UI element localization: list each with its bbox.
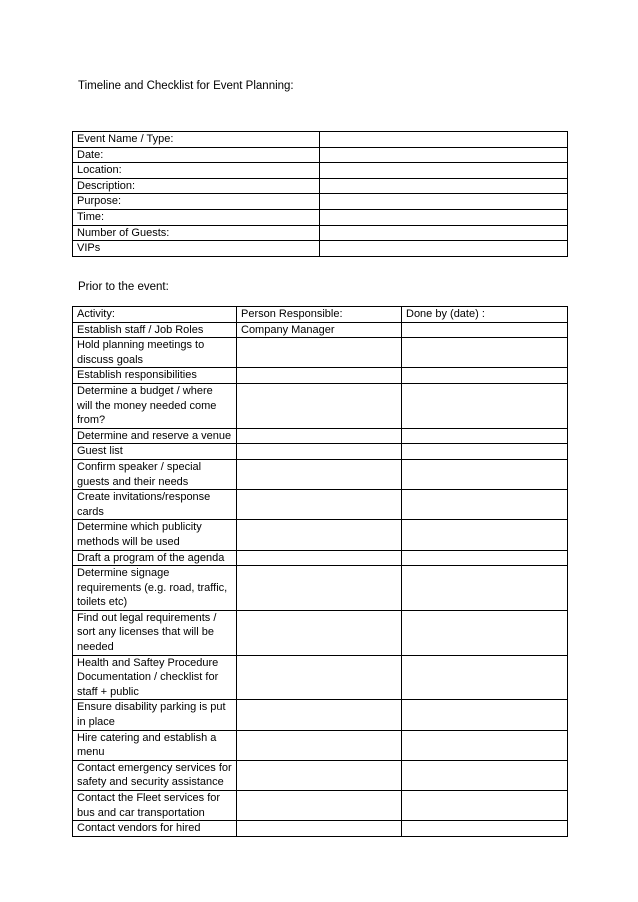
activity-text-line: Guest list: [77, 445, 123, 458]
activity-text-line: Determine signage: [77, 567, 170, 580]
done-by-date-cell[interactable]: [402, 368, 568, 384]
checklist-row: [73, 821, 568, 837]
checklist-row: [73, 368, 568, 384]
activity-cell: [73, 322, 237, 338]
activity-cell: [73, 459, 237, 489]
activity-cell: [73, 550, 237, 566]
done-by-date-cell[interactable]: [402, 383, 568, 428]
person-responsible-cell[interactable]: [237, 550, 402, 566]
activity-cell: [73, 520, 237, 550]
event-info-row: [73, 147, 568, 163]
person-responsible-cell[interactable]: [237, 383, 402, 428]
event-info-value[interactable]: [320, 209, 568, 225]
header-activity: Activity:: [73, 307, 237, 323]
done-by-date-cell[interactable]: [402, 459, 568, 489]
activity-text-line: Contact vendors for hired: [77, 822, 201, 835]
event-info-value[interactable]: [320, 147, 568, 163]
activity-cell: [73, 566, 237, 611]
event-info-row: [73, 163, 568, 179]
activity-cell: [73, 760, 237, 790]
checklist-row: [73, 383, 568, 428]
checklist-row: [73, 791, 568, 821]
event-info-label: Date:: [73, 147, 320, 163]
checklist-row: [73, 760, 568, 790]
person-responsible-cell[interactable]: [237, 566, 402, 611]
activity-text-line: in place: [77, 716, 115, 729]
activity-text-line: sort any licenses that will be: [77, 626, 214, 639]
activity-text-line: from?: [77, 414, 106, 427]
done-by-date-cell[interactable]: [402, 760, 568, 790]
prior-section-label: Prior to the event:: [78, 281, 169, 293]
activity-text-line: Establish responsibilities: [77, 369, 197, 382]
activity-text-line: methods will be used: [77, 535, 180, 548]
event-info-value[interactable]: [320, 163, 568, 179]
activity-cell: [73, 338, 237, 368]
event-info-value[interactable]: [320, 225, 568, 241]
checklist-row: [73, 700, 568, 730]
done-by-date-cell[interactable]: [402, 520, 568, 550]
activity-cell: [73, 368, 237, 384]
activity-text-line: requirements (e.g. road, traffic,: [77, 581, 228, 594]
event-info-label: Event Name / Type:: [73, 132, 320, 148]
person-responsible-cell[interactable]: [237, 428, 402, 444]
person-responsible-cell[interactable]: [237, 610, 402, 655]
event-info-label: Number of Guests:: [73, 225, 320, 241]
event-info-label: Description:: [73, 178, 320, 194]
activity-text-line: menu: [77, 746, 105, 759]
activity-text-line: Determine a budget / where: [77, 384, 213, 397]
checklist-row: [73, 322, 568, 338]
person-responsible-cell[interactable]: [237, 791, 402, 821]
done-by-date-cell[interactable]: [402, 550, 568, 566]
done-by-date-cell[interactable]: [402, 322, 568, 338]
activity-cell: [73, 655, 237, 700]
checklist-row: [73, 610, 568, 655]
event-info-row: [73, 209, 568, 225]
event-info-label: VIPs: [73, 241, 320, 257]
activity-text-line: will the money needed come: [77, 399, 217, 412]
event-info-value[interactable]: [320, 178, 568, 194]
checklist-row: [73, 730, 568, 760]
activity-cell: [73, 428, 237, 444]
header-done-by: Done by (date) :: [402, 307, 568, 323]
event-info-table: [72, 131, 568, 257]
person-responsible-cell[interactable]: [237, 760, 402, 790]
person-responsible-cell[interactable]: [237, 520, 402, 550]
person-responsible-cell[interactable]: [237, 700, 402, 730]
activity-cell: [73, 610, 237, 655]
person-responsible-cell[interactable]: [237, 655, 402, 700]
activity-text-line: Hire catering and establish a: [77, 731, 217, 744]
person-responsible-cell[interactable]: [237, 338, 402, 368]
activity-text-line: bus and car transportation: [77, 806, 205, 819]
activity-text-line: Health and Saftey Procedure: [77, 656, 219, 669]
activity-text-line: needed: [77, 641, 114, 654]
activity-cell: [73, 791, 237, 821]
activity-text-line: Create invitations/response: [77, 491, 211, 504]
activity-cell: [73, 821, 237, 837]
checklist-header-row: [73, 307, 568, 323]
event-info-label: Purpose:: [73, 194, 320, 210]
person-responsible-cell[interactable]: [237, 821, 402, 837]
done-by-date-cell[interactable]: [402, 700, 568, 730]
person-responsible-cell[interactable]: [237, 368, 402, 384]
done-by-date-cell[interactable]: [402, 655, 568, 700]
activity-text-line: cards: [77, 505, 104, 518]
person-responsible-cell[interactable]: [237, 459, 402, 489]
event-info-row: [73, 132, 568, 148]
activity-text-line: Documentation / checklist for: [77, 671, 219, 684]
activity-text-line: Determine and reserve a venue: [77, 429, 232, 442]
activity-cell: [73, 383, 237, 428]
person-responsible-cell[interactable]: Company Manager: [237, 322, 402, 338]
activity-text-line: Confirm speaker / special: [77, 460, 202, 473]
event-info-value[interactable]: [320, 194, 568, 210]
person-responsible-cell[interactable]: [237, 444, 402, 460]
checklist-row: [73, 490, 568, 520]
done-by-date-cell[interactable]: [402, 821, 568, 837]
event-info-label: Location:: [73, 163, 320, 179]
activity-text-line: Hold planning meetings to: [77, 339, 205, 352]
done-by-date-cell[interactable]: [402, 428, 568, 444]
checklist-row: [73, 444, 568, 460]
activity-text-line: Contact the Fleet services for: [77, 792, 221, 804]
checklist-row: [73, 520, 568, 550]
done-by-date-cell[interactable]: [402, 730, 568, 760]
event-info-row: [73, 225, 568, 241]
activity-text-line: Ensure disability parking is put: [77, 701, 226, 714]
person-responsible-cell[interactable]: [237, 490, 402, 520]
checklist-row: [73, 566, 568, 611]
done-by-date-cell[interactable]: [402, 610, 568, 655]
activity-cell: [73, 700, 237, 730]
document-title: Timeline and Checklist for Event Planning:: [78, 80, 294, 92]
activity-text-line: Draft a program of the agenda: [77, 551, 225, 564]
done-by-date-cell[interactable]: [402, 444, 568, 460]
checklist-row: [73, 550, 568, 566]
activity-text-line: guests and their needs: [77, 475, 189, 488]
activity-text-line: Determine which publicity: [77, 521, 202, 534]
activity-text-line: discuss goals: [77, 353, 144, 366]
activity-text-line: safety and security assistance: [77, 776, 224, 789]
done-by-date-cell[interactable]: [402, 338, 568, 368]
done-by-date-cell[interactable]: [402, 490, 568, 520]
event-info-row: [73, 178, 568, 194]
activity-text-line: toilets etc): [77, 596, 128, 609]
header-person-responsible: Person Responsible:: [237, 307, 402, 323]
checklist-table: [72, 306, 568, 837]
checklist-row: [73, 338, 568, 368]
checklist-row: [73, 459, 568, 489]
person-responsible-cell[interactable]: [237, 730, 402, 760]
done-by-date-cell[interactable]: [402, 566, 568, 611]
activity-text-line: Establish staff / Job Roles: [77, 323, 204, 336]
activity-text-line: Find out legal requirements /: [77, 611, 217, 624]
activity-text-line: staff + public: [77, 685, 139, 698]
event-info-value[interactable]: [320, 241, 568, 257]
activity-cell: [73, 444, 237, 460]
activity-text-line: Contact emergency services for: [77, 761, 232, 774]
event-info-row: [73, 241, 568, 257]
checklist-row: [73, 655, 568, 700]
activity-cell: [73, 730, 237, 760]
event-info-value[interactable]: [320, 132, 568, 148]
event-info-row: [73, 194, 568, 210]
event-info-label: Time:: [73, 209, 320, 225]
activity-cell: [73, 490, 237, 520]
done-by-date-cell[interactable]: [402, 791, 568, 821]
checklist-row: [73, 428, 568, 444]
